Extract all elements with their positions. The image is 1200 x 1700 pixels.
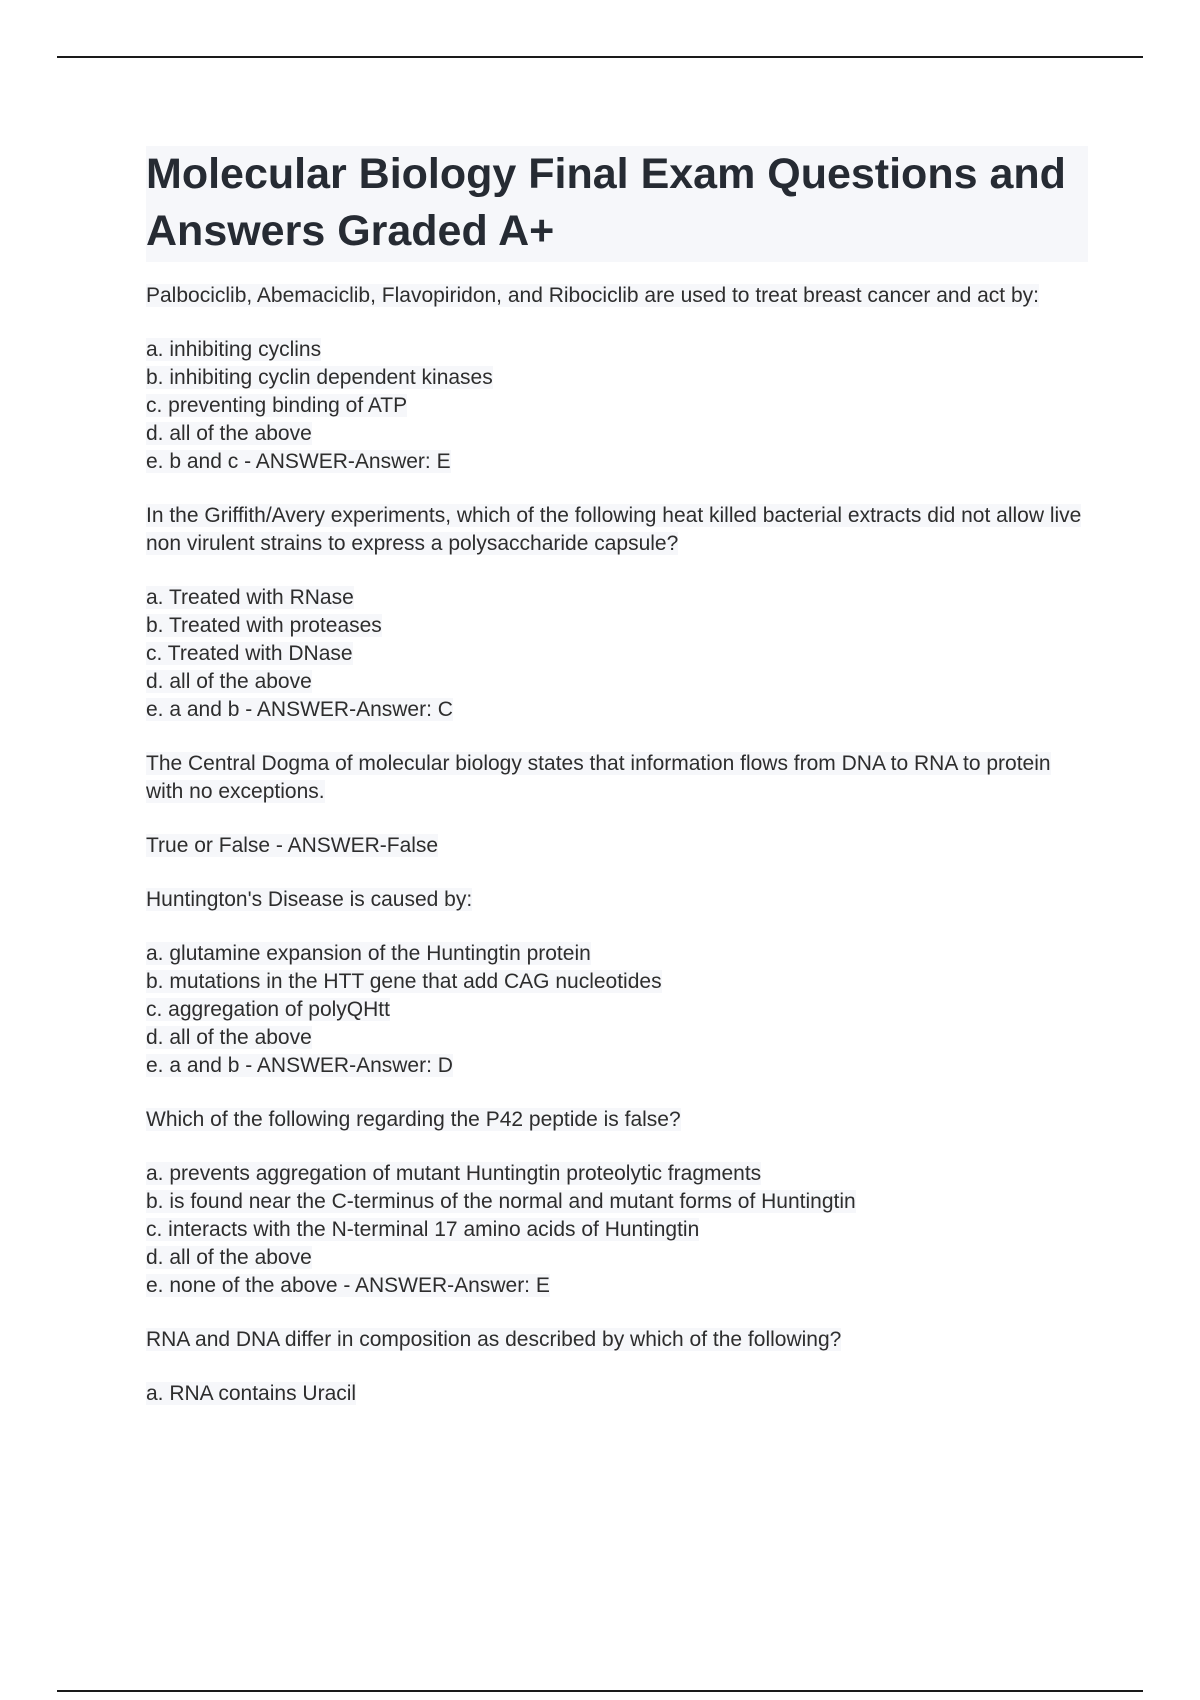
question-stem: Which of the following regarding the P42 peptide is false?	[146, 1108, 681, 1131]
option-item: a. prevents aggregation of mutant Huntingtin proteolytic fragments	[146, 1162, 762, 1185]
bottom-rule	[57, 1690, 1143, 1692]
option-item-answer: e. none of the above - ANSWER-Answer: E	[146, 1274, 550, 1297]
option-item-answer: e. a and b - ANSWER-Answer: C	[146, 698, 453, 721]
question-stem: RNA and DNA differ in composition as described by which of the following?	[146, 1328, 842, 1351]
option-item: c. Treated with DNase	[146, 642, 353, 665]
question-3	[146, 750, 1088, 860]
answer-line: True or False - ANSWER-False	[146, 834, 439, 857]
option-item: c. aggregation of polyQHtt	[146, 998, 390, 1021]
question-stem: In the Griffith/Avery experiments, which of the following heat killed bacterial extracts did not allow live non virulent strains to express a polysaccharide capsule?	[146, 504, 1082, 555]
option-item: d. all of the above	[146, 1246, 312, 1269]
option-item: b. inhibiting cyclin dependent kinases	[146, 366, 493, 389]
option-item: b. is found near the C-terminus of the normal and mutant forms of Huntingtin	[146, 1190, 856, 1213]
option-list	[146, 584, 1088, 724]
option-item: a. inhibiting cyclins	[146, 338, 322, 361]
top-rule	[57, 56, 1143, 58]
option-item: a. glutamine expansion of the Huntingtin protein	[146, 942, 591, 965]
option-list	[146, 940, 1088, 1080]
question-6	[146, 1326, 1088, 1408]
question-4	[146, 886, 1088, 1080]
page-title: Molecular Biology Final Exam Questions and Answers Graded A+	[146, 146, 1088, 262]
option-item: d. all of the above	[146, 422, 312, 445]
option-item-answer: e. b and c - ANSWER-Answer: E	[146, 450, 451, 473]
question-5	[146, 1106, 1088, 1300]
option-item: b. mutations in the HTT gene that add CAG nucleotides	[146, 970, 662, 993]
question-stem: Palbociclib, Abemaciclib, Flavopiridon, and Ribociclib are used to treat breast cancer and act by:	[146, 284, 1039, 307]
option-item-answer: e. a and b - ANSWER-Answer: D	[146, 1054, 453, 1077]
question-stem: The Central Dogma of molecular biology states that information flows from DNA to RNA to protein with no exceptions.	[146, 752, 1051, 803]
question-2	[146, 502, 1088, 724]
question-1	[146, 282, 1088, 476]
option-item: c. preventing binding of ATP	[146, 394, 408, 417]
option-item: a. Treated with RNase	[146, 586, 354, 609]
option-list	[146, 1380, 1088, 1408]
option-item: a. RNA contains Uracil	[146, 1382, 357, 1405]
option-item: d. all of the above	[146, 1026, 312, 1049]
option-list	[146, 336, 1088, 476]
document-body	[146, 146, 1088, 1434]
option-item: b. Treated with proteases	[146, 614, 382, 637]
question-stem: Huntington's Disease is caused by:	[146, 888, 473, 911]
option-item: d. all of the above	[146, 670, 312, 693]
option-item: c. interacts with the N-terminal 17 amino acids of Huntingtin	[146, 1218, 700, 1241]
option-list	[146, 1160, 1088, 1300]
